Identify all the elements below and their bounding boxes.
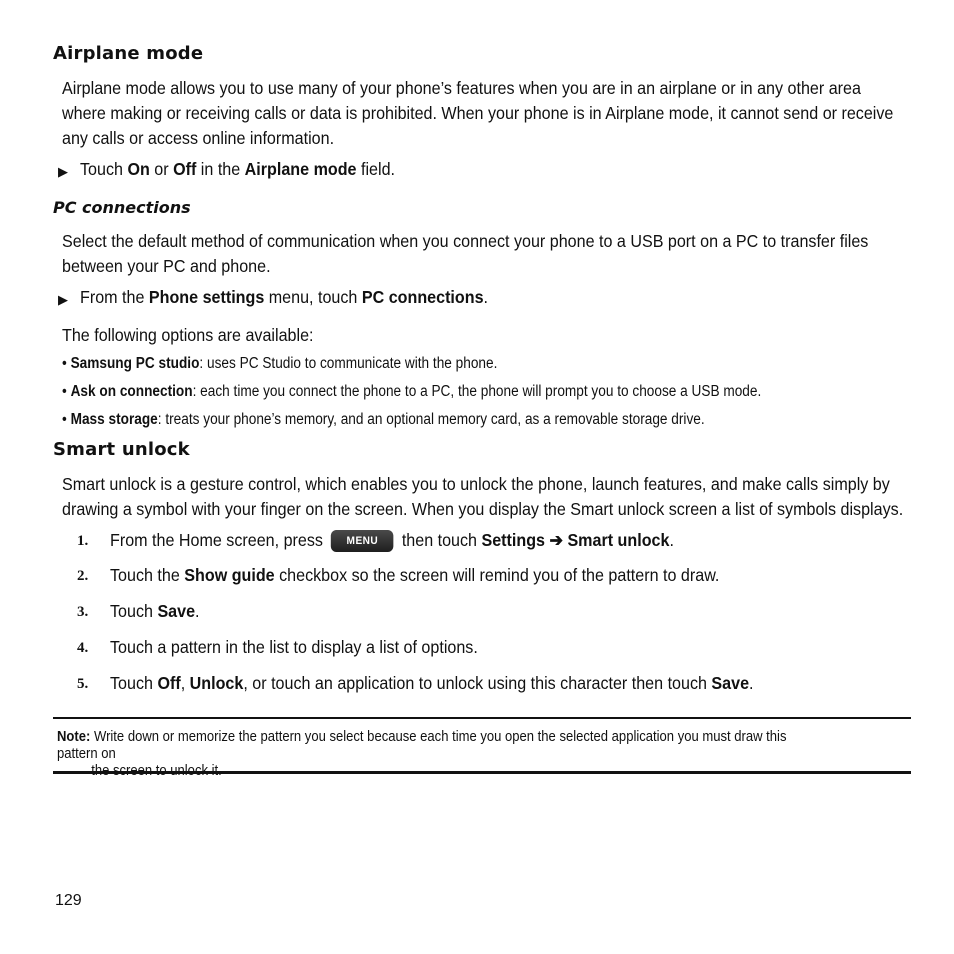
pc-paragraph-line: between your PC and phone. [62, 256, 271, 276]
airplane-paragraph-line: any calls or access online information. [62, 128, 335, 148]
right-triangle-icon: ▶ [58, 292, 68, 307]
option-item: • Ask on connection: each time you connect the phone to a PC, the phone will prompt you to choose a USB mode. [62, 383, 762, 400]
step-number: 3. [77, 604, 89, 620]
airplane-paragraph [62, 76, 894, 151]
step-number: 4. [77, 640, 89, 656]
airplane-step: Touch On or Off in the Airplane mode field. [80, 159, 395, 179]
step-text: From the Home screen, press MENU then touch Settings ➔ Smart unlock. [110, 528, 674, 553]
note-label: Note: [57, 729, 91, 745]
pc-paragraph [62, 229, 869, 279]
smart-paragraph-line: Smart unlock is a gesture control, which enables you to unlock the phone, launch features, and make calls simply by [62, 474, 890, 494]
page-number: 129 [55, 892, 82, 909]
pc-paragraph-line: Select the default method of communication when you connect your phone to a USB port on a PC to transfer files [62, 231, 869, 251]
airplane-paragraph-line: where making or receiving calls or data is prohibited. When your phone is in Airplane mode, it cannot send or receive [62, 103, 894, 123]
step-text: Touch Save. [110, 601, 200, 621]
menu-key-icon: MENU [331, 530, 394, 552]
smart-paragraph-line: drawing a symbol with your finger on the screen. When you display the Smart unlock screen a list of symbols displays. [62, 499, 904, 519]
step-text: Touch a pattern in the list to display a list of options. [110, 637, 478, 657]
option-item: • Mass storage: treats your phone’s memory, and an optional memory card, as a removable storage drive. [62, 411, 705, 428]
step-number: 1. [77, 533, 89, 549]
pc-step: From the Phone settings menu, touch PC connections. [80, 287, 489, 307]
note-line: Note: Write down or memorize the pattern you select because each time you open the selected application you must draw this pattern on [57, 729, 787, 762]
section-heading-airplane-mode: Airplane mode [53, 43, 204, 64]
option-item: • Samsung PC studio: uses PC Studio to communicate with the phone. [62, 355, 498, 372]
note-bottom-rule [53, 771, 911, 774]
right-triangle-icon: ▶ [58, 164, 68, 179]
step-number: 5. [77, 676, 89, 692]
step-number: 2. [77, 568, 89, 584]
section-heading-smart-unlock: Smart unlock [53, 439, 190, 460]
options-intro: The following options are available: [62, 325, 314, 345]
step-text: Touch the Show guide checkbox so the screen will remind you of the pattern to draw. [110, 565, 720, 585]
step-text: Touch Off, Unlock, or touch an application to unlock using this character then touch Save. [110, 673, 754, 693]
smart-paragraph [62, 472, 904, 522]
section-heading-pc-connections: PC connections [53, 198, 191, 217]
note-top-rule [53, 717, 911, 719]
airplane-paragraph-line: Airplane mode allows you to use many of your phone’s features when you are in an airplane or in any other area [62, 78, 861, 98]
